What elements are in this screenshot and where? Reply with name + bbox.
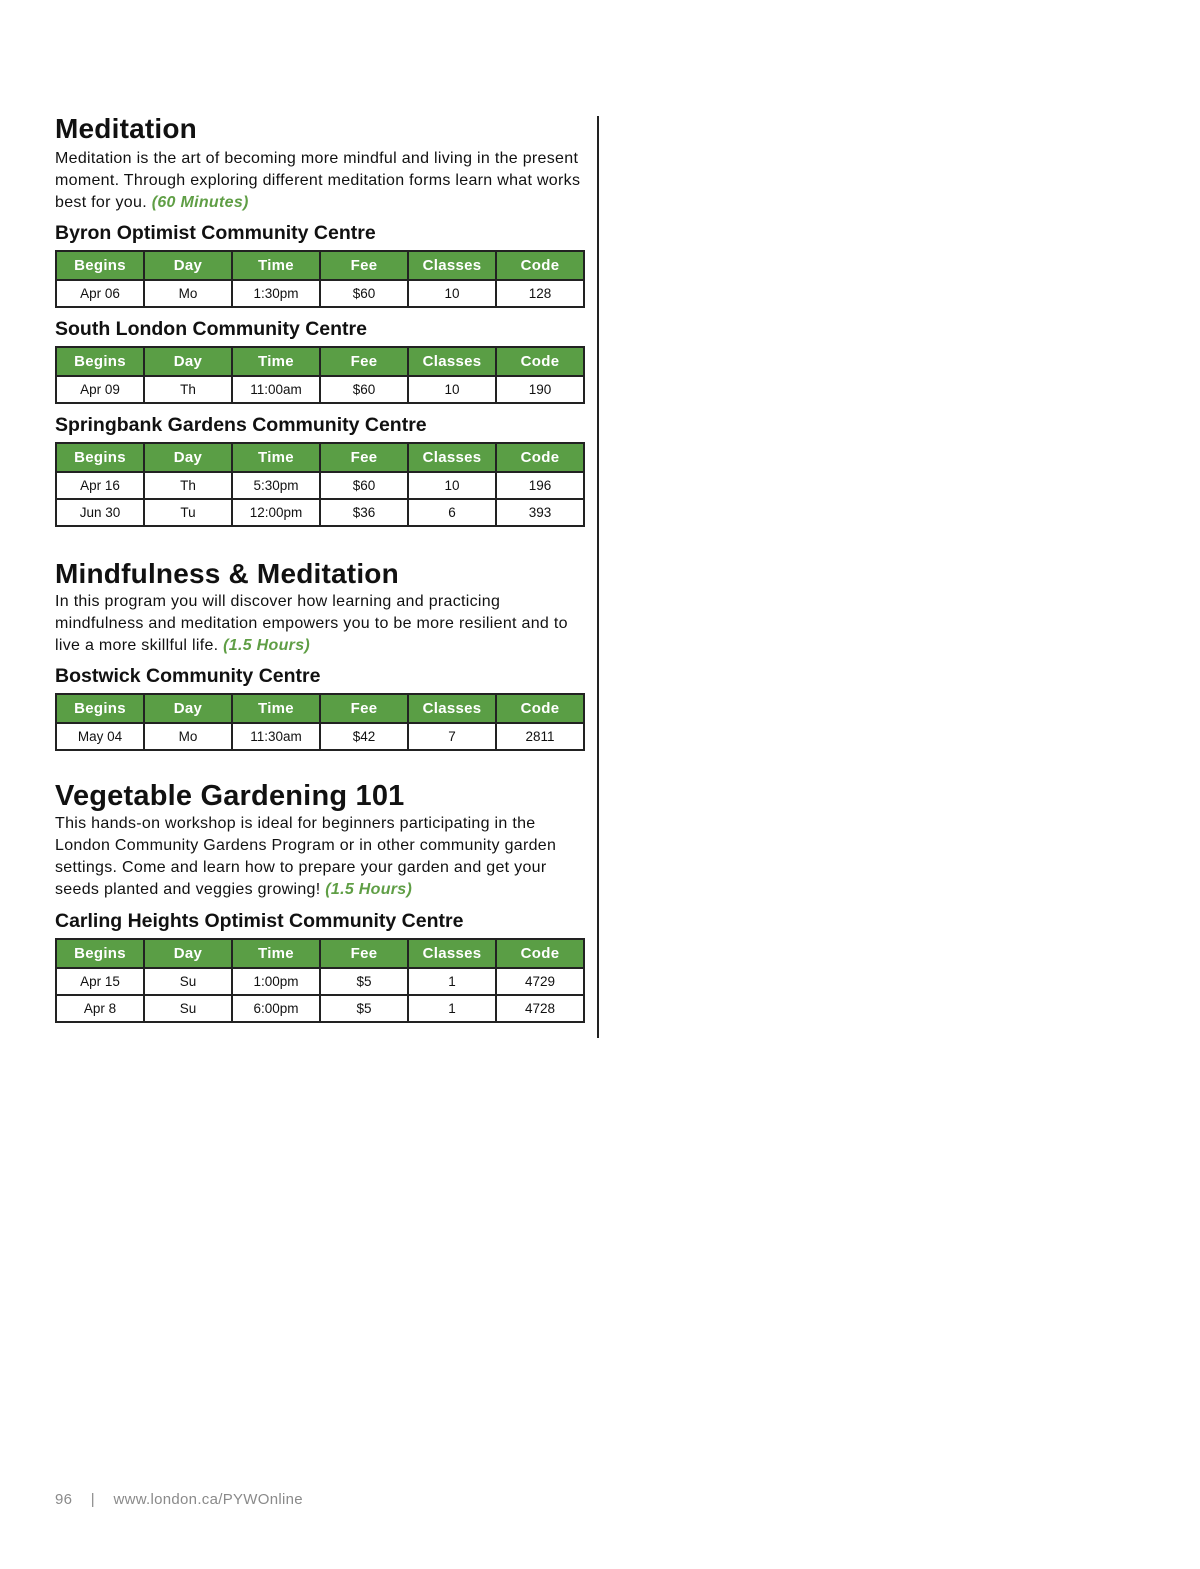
table-header-row <box>56 251 584 280</box>
centre-name: Springbank Gardens Community Centre <box>55 414 427 436</box>
cell-code: 128 <box>496 280 584 307</box>
header-time: Time <box>232 251 320 280</box>
program-title: Vegetable Gardening 101 <box>55 780 405 812</box>
header-code: Code <box>496 347 584 376</box>
header-code: Code <box>496 443 584 472</box>
schedule-table <box>55 442 585 527</box>
header-day: Day <box>144 694 232 723</box>
header-time: Time <box>232 443 320 472</box>
cell-time: 12:00pm <box>232 499 320 526</box>
header-begins: Begins <box>56 251 144 280</box>
header-fee: Fee <box>320 694 408 723</box>
cell-fee: $5 <box>320 995 408 1022</box>
cell-begins: May 04 <box>56 723 144 750</box>
header-time: Time <box>232 694 320 723</box>
table-header-row <box>56 939 584 968</box>
cell-classes: 1 <box>408 968 496 995</box>
page-footer <box>55 1491 303 1508</box>
program-meditation <box>55 112 585 527</box>
cell-code: 2811 <box>496 723 584 750</box>
header-code: Code <box>496 694 584 723</box>
header-code: Code <box>496 939 584 968</box>
table-row <box>56 280 584 307</box>
cell-classes: 10 <box>408 280 496 307</box>
cell-code: 393 <box>496 499 584 526</box>
cell-day: Mo <box>144 280 232 307</box>
centre-name: Carling Heights Optimist Community Centre <box>55 910 464 932</box>
header-begins: Begins <box>56 347 144 376</box>
header-begins: Begins <box>56 694 144 723</box>
program-mindfulness-meditation <box>55 557 585 751</box>
program-vegetable-gardening <box>55 779 585 1023</box>
cell-code: 196 <box>496 472 584 499</box>
description-text: In this program you will discover how learning and practicing mindfulness and meditation empowers you to be more resilient and to live a more skillful life. <box>55 593 568 654</box>
cell-fee: $42 <box>320 723 408 750</box>
program-column <box>55 112 585 1023</box>
table-header-row <box>56 347 584 376</box>
program-description <box>55 148 585 214</box>
header-fee: Fee <box>320 443 408 472</box>
cell-classes: 10 <box>408 376 496 403</box>
centre-name: South London Community Centre <box>55 318 367 340</box>
program-description <box>55 813 585 901</box>
footer-separator: | <box>90 1491 95 1508</box>
duration-label: (1.5 Hours) <box>325 881 413 898</box>
header-day: Day <box>144 251 232 280</box>
table-header-row <box>56 694 584 723</box>
header-begins: Begins <box>56 939 144 968</box>
cell-day: Tu <box>144 499 232 526</box>
header-day: Day <box>144 939 232 968</box>
duration-label: (1.5 Hours) <box>223 637 311 654</box>
program-description <box>55 591 585 657</box>
cell-fee: $36 <box>320 499 408 526</box>
table-row <box>56 723 584 750</box>
cell-time: 1:30pm <box>232 280 320 307</box>
header-code: Code <box>496 251 584 280</box>
table-row <box>56 472 584 499</box>
cell-begins: Apr 16 <box>56 472 144 499</box>
schedule-table <box>55 938 585 1023</box>
table-row <box>56 499 584 526</box>
cell-classes: 10 <box>408 472 496 499</box>
cell-day: Su <box>144 968 232 995</box>
schedule-table <box>55 346 585 404</box>
header-classes: Classes <box>408 694 496 723</box>
table-header-row <box>56 443 584 472</box>
header-begins: Begins <box>56 443 144 472</box>
cell-time: 1:00pm <box>232 968 320 995</box>
schedule-table <box>55 693 585 751</box>
centre-name: Byron Optimist Community Centre <box>55 222 376 244</box>
header-time: Time <box>232 347 320 376</box>
header-classes: Classes <box>408 939 496 968</box>
cell-code: 190 <box>496 376 584 403</box>
cell-begins: Apr 09 <box>56 376 144 403</box>
column-divider <box>597 116 599 1038</box>
header-time: Time <box>232 939 320 968</box>
cell-time: 11:30am <box>232 723 320 750</box>
header-classes: Classes <box>408 443 496 472</box>
cell-time: 11:00am <box>232 376 320 403</box>
cell-day: Su <box>144 995 232 1022</box>
centre-name: Bostwick Community Centre <box>55 665 321 687</box>
table-row <box>56 995 584 1022</box>
header-fee: Fee <box>320 347 408 376</box>
cell-begins: Jun 30 <box>56 499 144 526</box>
table-row <box>56 968 584 995</box>
cell-fee: $5 <box>320 968 408 995</box>
header-day: Day <box>144 347 232 376</box>
header-fee: Fee <box>320 939 408 968</box>
schedule-table <box>55 250 585 308</box>
cell-begins: Apr 06 <box>56 280 144 307</box>
cell-time: 5:30pm <box>232 472 320 499</box>
header-classes: Classes <box>408 251 496 280</box>
footer-url-link[interactable]: www.london.ca/PYWOnline <box>113 1491 303 1508</box>
cell-fee: $60 <box>320 376 408 403</box>
cell-code: 4729 <box>496 968 584 995</box>
cell-classes: 1 <box>408 995 496 1022</box>
header-fee: Fee <box>320 251 408 280</box>
cell-day: Th <box>144 376 232 403</box>
cell-begins: Apr 8 <box>56 995 144 1022</box>
cell-day: Th <box>144 472 232 499</box>
description-text: Meditation is the art of becoming more mindful and living in the present moment. Through exploring different meditation forms learn what works best for you. <box>55 150 581 211</box>
cell-classes: 6 <box>408 499 496 526</box>
cell-fee: $60 <box>320 472 408 499</box>
description-text: This hands-on workshop is ideal for beginners participating in the London Community Gardens Program or in other community garden settings. Come and learn how to prepare your garden and get your seeds planted and veggies growing! <box>55 815 557 898</box>
program-title: Mindfulness & Meditation <box>55 558 399 589</box>
cell-code: 4728 <box>496 995 584 1022</box>
header-day: Day <box>144 443 232 472</box>
table-row <box>56 376 584 403</box>
program-title: Meditation <box>55 113 197 144</box>
duration-label: (60 Minutes) <box>151 194 249 211</box>
cell-classes: 7 <box>408 723 496 750</box>
page-number: 96 <box>55 1491 73 1508</box>
header-classes: Classes <box>408 347 496 376</box>
cell-day: Mo <box>144 723 232 750</box>
cell-fee: $60 <box>320 280 408 307</box>
cell-time: 6:00pm <box>232 995 320 1022</box>
cell-begins: Apr 15 <box>56 968 144 995</box>
